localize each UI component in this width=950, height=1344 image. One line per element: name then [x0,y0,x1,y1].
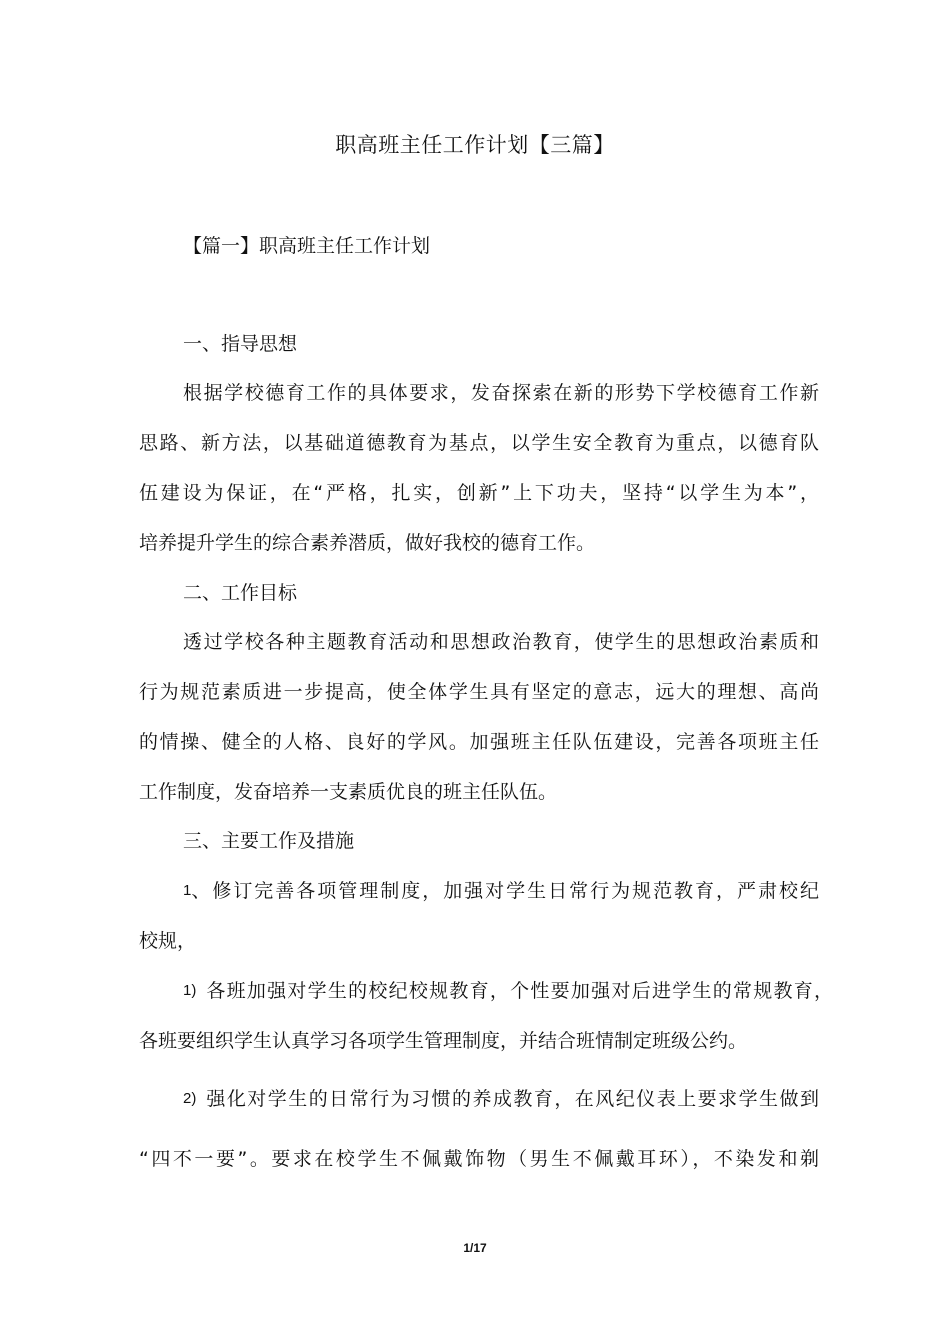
paragraph-line: 校规， [139,930,197,952]
paragraph-line: 伍建设为保证，在“严格，扎实，创新”上下功夫，坚持“以学生为本”， [139,482,819,504]
section-heading-guiding-ideology: 一、指导思想 [183,333,298,355]
paragraph-line: 的情操、健全的人格、良好的学风。加强班主任队伍建设，完善各项班主任 [139,731,819,753]
paragraph-line: 各班要组织学生认真学习各项学生管理制度，并结合班情制定班级公约。 [139,1030,748,1052]
sub-item-text: 强化对学生的日常行为习惯的养成教育，在风纪仪表上要求学生做到 [206,1088,819,1110]
part-heading: 【篇一】职高班主任工作计划 [183,235,431,257]
page-number: 1/17 [463,1241,487,1255]
sub-item-number: 1) [183,982,197,999]
item-text: 、修订完善各项管理制度，加强对学生日常行为规范教育，严肃校纪 [191,880,819,902]
section-heading-main-work: 三、主要工作及措施 [183,830,355,852]
paragraph-line: 思路、新方法，以基础道德教育为基点，以学生安全教育为重点，以德育队 [139,432,819,454]
sub-item-text: 各班加强对学生的校纪校规教育，个性要加强对后进学生的常规教育， [206,980,833,1002]
numbered-item-line [183,878,819,904]
paragraph-line: 透过学校各种主题教育活动和思想政治教育，使学生的思想政治素质和 [183,631,819,653]
paragraph-line: 行为规范素质进一步提高，使全体学生具有坚定的意志，远大的理想、高尚 [139,681,819,703]
paragraph-line: “四不一要”。要求在校学生不佩戴饰物（男生不佩戴耳环），不染发和剃 [139,1148,819,1170]
paragraph-line: 根据学校德育工作的具体要求，发奋探索在新的形势下学校德育工作新 [183,382,819,404]
document-title: 职高班主任工作计划【三篇】 [335,133,615,157]
item-number: 1 [183,882,192,899]
section-heading-work-goals: 二、工作目标 [183,582,298,604]
sub-item-number: 2) [183,1090,197,1107]
paragraph-line: 培养提升学生的综合素养潜质，做好我校的德育工作。 [139,532,596,554]
sub-item-line [183,978,833,1004]
sub-item-line [183,1086,819,1112]
paragraph-line: 工作制度，发奋培养一支素质优良的班主任队伍。 [139,781,558,803]
